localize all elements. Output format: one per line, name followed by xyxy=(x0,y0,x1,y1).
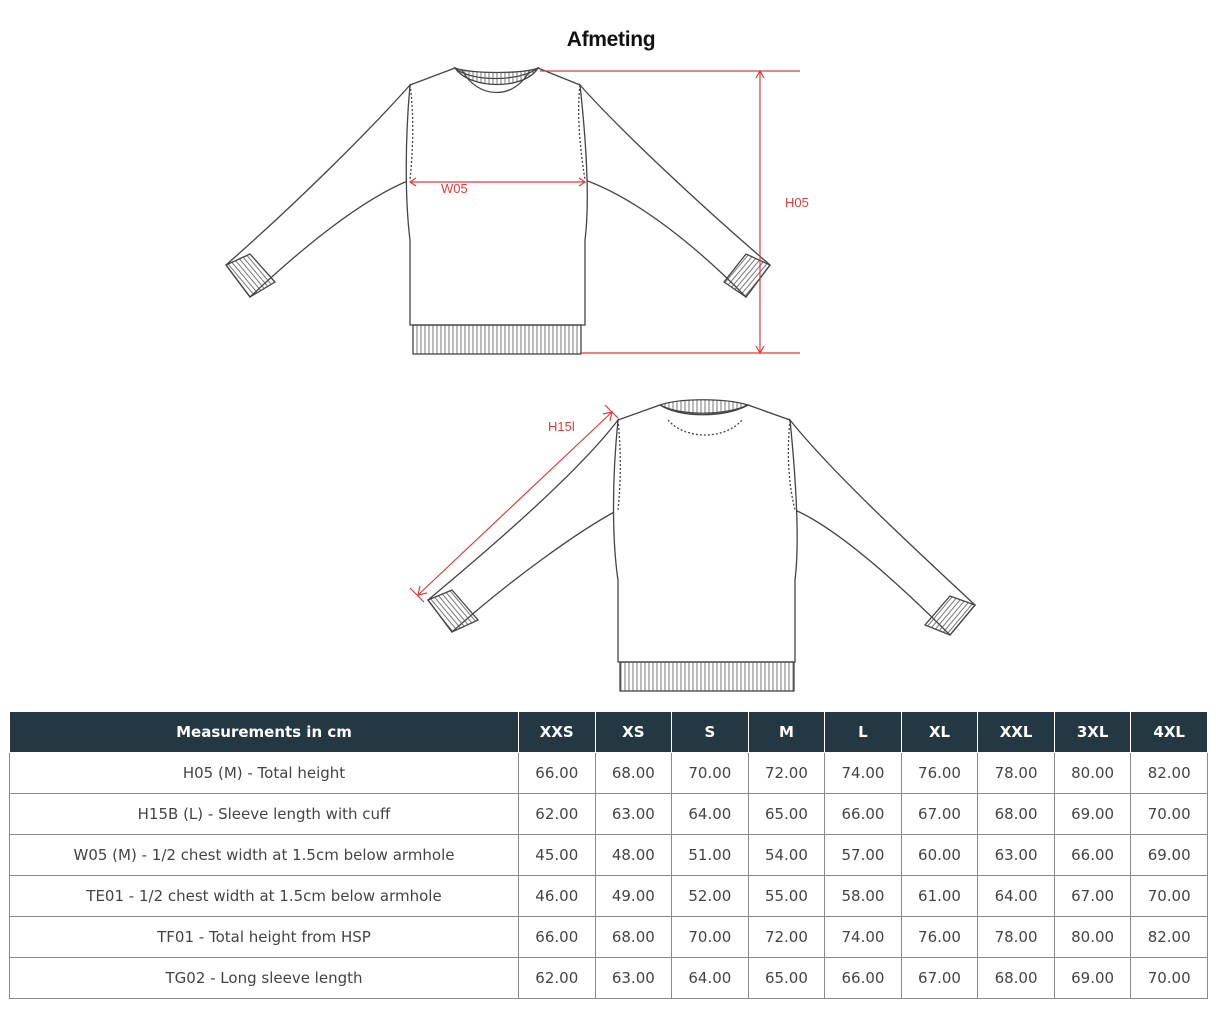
cell-value: 49.00 xyxy=(595,876,672,917)
cell-value: 66.00 xyxy=(519,917,596,958)
back-sweater-drawing xyxy=(428,400,975,691)
row-label: TG02 - Long sleeve length xyxy=(10,958,519,999)
cell-value: 54.00 xyxy=(748,835,825,876)
cell-value: 66.00 xyxy=(825,794,902,835)
cell-value: 78.00 xyxy=(978,917,1055,958)
cell-value: 76.00 xyxy=(901,753,978,794)
row-label: H15B (L) - Sleeve length with cuff xyxy=(10,794,519,835)
cell-value: 48.00 xyxy=(595,835,672,876)
row-label: W05 (M) - 1/2 chest width at 1.5cm below armhole xyxy=(10,835,519,876)
cell-value: 68.00 xyxy=(595,917,672,958)
front-sweater-drawing xyxy=(226,68,770,354)
table-row xyxy=(10,876,1208,917)
cell-value: 70.00 xyxy=(1131,876,1208,917)
cell-value: 68.00 xyxy=(595,753,672,794)
table-row xyxy=(10,753,1208,794)
header-size: S xyxy=(672,712,749,753)
header-size: M xyxy=(748,712,825,753)
size-table-header xyxy=(10,712,1208,753)
cell-value: 82.00 xyxy=(1131,917,1208,958)
back-sleeve-label: H15l xyxy=(548,419,575,434)
row-label: TF01 - Total height from HSP xyxy=(10,917,519,958)
cell-value: 80.00 xyxy=(1054,753,1131,794)
table-row xyxy=(10,958,1208,999)
cell-value: 63.00 xyxy=(595,794,672,835)
page-title: Afmeting xyxy=(566,28,656,51)
cell-value: 63.00 xyxy=(595,958,672,999)
header-size: 4XL xyxy=(1131,712,1208,753)
cell-value: 70.00 xyxy=(1131,958,1208,999)
cell-value: 70.00 xyxy=(672,753,749,794)
cell-value: 70.00 xyxy=(672,917,749,958)
row-label: TE01 - 1/2 chest width at 1.5cm below armhole xyxy=(10,876,519,917)
cell-value: 67.00 xyxy=(1054,876,1131,917)
cell-value: 60.00 xyxy=(901,835,978,876)
cell-value: 67.00 xyxy=(901,958,978,999)
cell-value: 82.00 xyxy=(1131,753,1208,794)
cell-value: 55.00 xyxy=(748,876,825,917)
cell-value: 69.00 xyxy=(1054,794,1131,835)
front-height-label: H05 xyxy=(785,195,809,210)
cell-value: 66.00 xyxy=(825,958,902,999)
header-measurements: Measurements in cm xyxy=(10,712,519,753)
cell-value: 63.00 xyxy=(978,835,1055,876)
cell-value: 80.00 xyxy=(1054,917,1131,958)
cell-value: 72.00 xyxy=(748,753,825,794)
cell-value: 68.00 xyxy=(978,958,1055,999)
cell-value: 57.00 xyxy=(825,835,902,876)
cell-value: 66.00 xyxy=(1054,835,1131,876)
cell-value: 62.00 xyxy=(519,958,596,999)
row-label: H05 (M) - Total height xyxy=(10,753,519,794)
cell-value: 64.00 xyxy=(672,958,749,999)
header-size: XXS xyxy=(519,712,596,753)
cell-value: 45.00 xyxy=(519,835,596,876)
cell-value: 74.00 xyxy=(825,753,902,794)
header-size: 3XL xyxy=(1054,712,1131,753)
cell-value: 66.00 xyxy=(519,753,596,794)
cell-value: 78.00 xyxy=(978,753,1055,794)
cell-value: 62.00 xyxy=(519,794,596,835)
header-size: L xyxy=(825,712,902,753)
front-width-label: W05 xyxy=(441,181,468,196)
header-size: XS xyxy=(595,712,672,753)
cell-value: 58.00 xyxy=(825,876,902,917)
cell-value: 52.00 xyxy=(672,876,749,917)
table-row xyxy=(10,917,1208,958)
cell-value: 65.00 xyxy=(748,794,825,835)
cell-value: 69.00 xyxy=(1131,835,1208,876)
header-size: XXL xyxy=(978,712,1055,753)
cell-value: 72.00 xyxy=(748,917,825,958)
header-size: XL xyxy=(901,712,978,753)
cell-value: 46.00 xyxy=(519,876,596,917)
cell-value: 64.00 xyxy=(672,794,749,835)
cell-value: 51.00 xyxy=(672,835,749,876)
cell-value: 74.00 xyxy=(825,917,902,958)
table-row xyxy=(10,835,1208,876)
table-row xyxy=(10,794,1208,835)
cell-value: 67.00 xyxy=(901,794,978,835)
cell-value: 61.00 xyxy=(901,876,978,917)
cell-value: 70.00 xyxy=(1131,794,1208,835)
cell-value: 76.00 xyxy=(901,917,978,958)
cell-value: 65.00 xyxy=(748,958,825,999)
size-table xyxy=(9,711,1208,999)
cell-value: 64.00 xyxy=(978,876,1055,917)
cell-value: 68.00 xyxy=(978,794,1055,835)
cell-value: 69.00 xyxy=(1054,958,1131,999)
